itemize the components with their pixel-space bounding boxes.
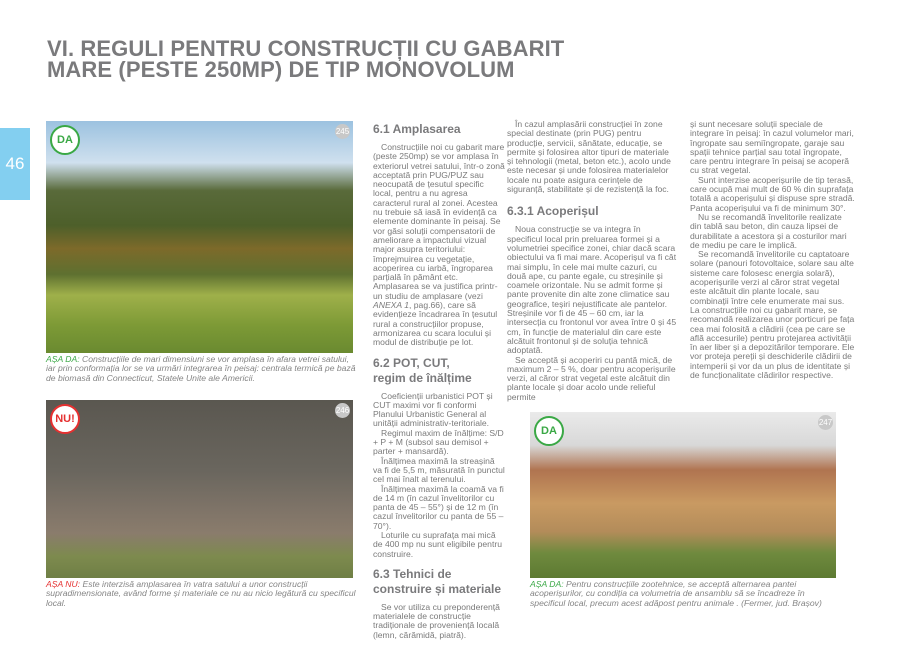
caption-text: Pentru construcțiile zootehnice, se acceptă alternarea pantei acoperișurilor, cu condiția ca volumetria de ansamblu să se încadreze în specificul local, precum acest adăpost pentru animale . (Fermer, jud. Brașov): [530, 579, 822, 608]
heading-line: 6.3 Tehnici de: [373, 566, 452, 581]
no-badge: NU!: [50, 404, 80, 434]
figure-number: 247: [818, 415, 833, 430]
paragraph: Se vor utiliza cu preponderență materialele de construcție tradiționale de proveniență locală (lemn, cărămidă, piatră).: [373, 601, 500, 640]
text-column-3: [690, 120, 855, 380]
paragraph: Înălțimea maximă la coamă va fi de 14 m (în cazul învelitorilor cu panta de 45 – 55°) și de 12 m (în cazul învelitorilor cu panta de 55 – 70°).: [373, 483, 504, 531]
section-heading: 6.1 Amplasarea: [373, 122, 461, 136]
paragraph: Loturile cu suprafața mai mică de 400 mp nu sunt eligibile pentru construire.: [373, 529, 502, 559]
caption-lead: AȘA NU:: [46, 579, 81, 589]
figure-number: 245: [335, 124, 350, 139]
paragraph: [373, 143, 505, 348]
paragraph: Coeficienții urbanistici POT și CUT maximi vor fi conformi Planului Urbanistic General al unității administrativ-teritoriale.: [373, 390, 493, 429]
figure-number: 246: [335, 403, 350, 418]
paragraph: Înălțimea maximă la streașină va fi de 5,5 m, măsurată în punctul cel mai înalt al terenului.: [373, 455, 505, 485]
title-line-1: VI. REGULI PENTRU CONSTRUCȚII CU GABARIT: [47, 36, 565, 61]
title-line-2: MARE (PESTE 250MP) DE TIP MONOVOLUM: [47, 57, 515, 82]
caption-text: Este interzisă amplasarea în vatra satului a unor construcții supradimensionate, având forme și materiale ce nu au nicio legătură cu specificul local.: [46, 579, 356, 608]
section-heading: [373, 567, 505, 597]
paragraph: În cazul amplasării construcției în zone special destinate (prin PUG) pentru producție, servicii, sănătate, educație, se permite și folosirea altor tipuri de materiale și tehnologii (metal, beton etc.), acolo unde este necesar și unde folosirea materialelor locale nu poate asigura cerințele de siguranță, stabilitate și de rezistență la foc.: [507, 119, 671, 195]
caption-lead: AȘA DA:: [46, 354, 80, 364]
paragraph: Sunt interzise acoperișurile de tip terasă, care ocupă mai mult de 60 % din suprafața totală a acoperișului și dispuse spre stradă. Panta acoperișului va fi de minimum 30°.: [690, 174, 855, 213]
figure-caption: [530, 580, 840, 608]
photo-biomass-plant: [46, 121, 353, 353]
figure-caption: [46, 580, 356, 608]
section-heading: 6.3.1 Acoperișul: [507, 204, 599, 219]
paragraph: Noua construcție se va integra în specificul local prin preluarea formei și a volumetriei specifice zonei, chiar dacă scara obiectului va fi mai mare. Acoperișul va fi cât mai simplu, în cele mai multe cazuri, cu două ape, cu pante egale, cu streșinile și coamele orizontale. Nu se admit forme și pante provenite din alte zone climatice sau geografice, teșiri nejustificate ale pantelor. Streșinile vor fi de 45 – 60 cm, iar la intersecția cu frontonul vor avea între 0 și 45 cm, în funcție de materialul din care este alcătuit frontonul și de soluția tehnică adoptată.: [507, 224, 677, 356]
heading-line: regim de înălțime: [373, 370, 472, 385]
paragraph: Regimul maxim de înălțime: S/D + P + M (subsol sau demisol + parter + mansardă).: [373, 427, 504, 457]
heading-line: construire și materiale: [373, 581, 502, 596]
text-column-1: [373, 122, 505, 640]
section-heading: [373, 356, 505, 386]
paragraph-text: , pag.66), care să evidențieze încadrarea în țesutul rural a construcțiilor propuse, armonizarea cu scara locului și modul de distribuție pe lot.: [373, 300, 498, 348]
photo-oversized-building: [46, 400, 353, 578]
text-column-2: [507, 120, 677, 402]
caption-lead: AȘA DA:: [530, 579, 564, 589]
yes-badge: DA: [534, 416, 564, 446]
page-title: [47, 38, 564, 80]
paragraph: Se acceptă și acoperiri cu pantă mică, de maximum 2 – 5 %, doar pentru acoperișurile verzi, al căror strat vegetal este alcătuit din plante locale și doar acolo unde relieful permite: [507, 354, 676, 402]
paragraph: Nu se recomandă învelitorile realizate din tablă sau beton, din cauza lipsei de durabilitate a acestora și a costurilor mari de mediu pe care le implică.: [690, 211, 847, 250]
heading-line: 6.2 POT, CUT,: [373, 355, 450, 370]
photo-farm-barn: [530, 412, 836, 578]
annex-reference: ANEXA 1: [373, 300, 409, 311]
figure-caption: [46, 355, 356, 383]
yes-badge: DA: [50, 125, 80, 155]
paragraph: Se recomandă învelitorile cu captatoare solare (panouri fotovoltaice, solare sau alte sisteme care folosesc energia solară), acoperișurile verzi al căror strat vegetal este alcătuit din plante locale, sau combinații între cele enumerate mai sus. La construcțiile noi cu gabarit mare, se recomandă realizarea unor porticuri pe fața cea mai folosită a clădirii (cea pe care se află accesurile) pentru protejarea activității în aer liber și a depozitărilor temporare. Ele vor proteja pereții și deschiderile clădirii de intemperii și vor da un plus de identitate și de funcționalitate clădirilor respective.: [690, 249, 855, 381]
paragraph-text: Construcțiile noi cu gabarit mare (peste 250mp) se vor amplasa în exteriorul vetrei satului, într-o zonă acceptată prin PUG/PUZ sau neocupată de țesutul specific local, pentru a nu agresa caracterul rural al zonei. Acestea nu trebuie să iasă în evidență ca elemente dominante în peisaj. Se vor găsi soluții compensatorii de ameliorare a impactului vizual major asupra teritoriului: împrejmuirea cu vegetație, acoperirea cu iarbă, îngroparea parțială în pământ etc. Amplasarea se va justifica printr-un studiu de amplasare (vezi: [373, 142, 505, 301]
caption-text: Construcțiile de mari dimensiuni se vor amplasa în afara vetrei satului, iar prin conformația lor se va urmări integrarea în peisaj: centrala termică pe bază de biomasă din Connecticut, Statele Unite ale Americii.: [46, 354, 356, 383]
page-number-tab: 46: [0, 128, 30, 200]
paragraph: și sunt necesare soluții speciale de integrare în peisaj: în cazul volumelor mari, îngropate sau semiîngropate, garaje sau spații tehnice parțial sau total îngropate, care pentru integrare în peisaj se acoperă cu strat vegetal.: [690, 119, 854, 176]
